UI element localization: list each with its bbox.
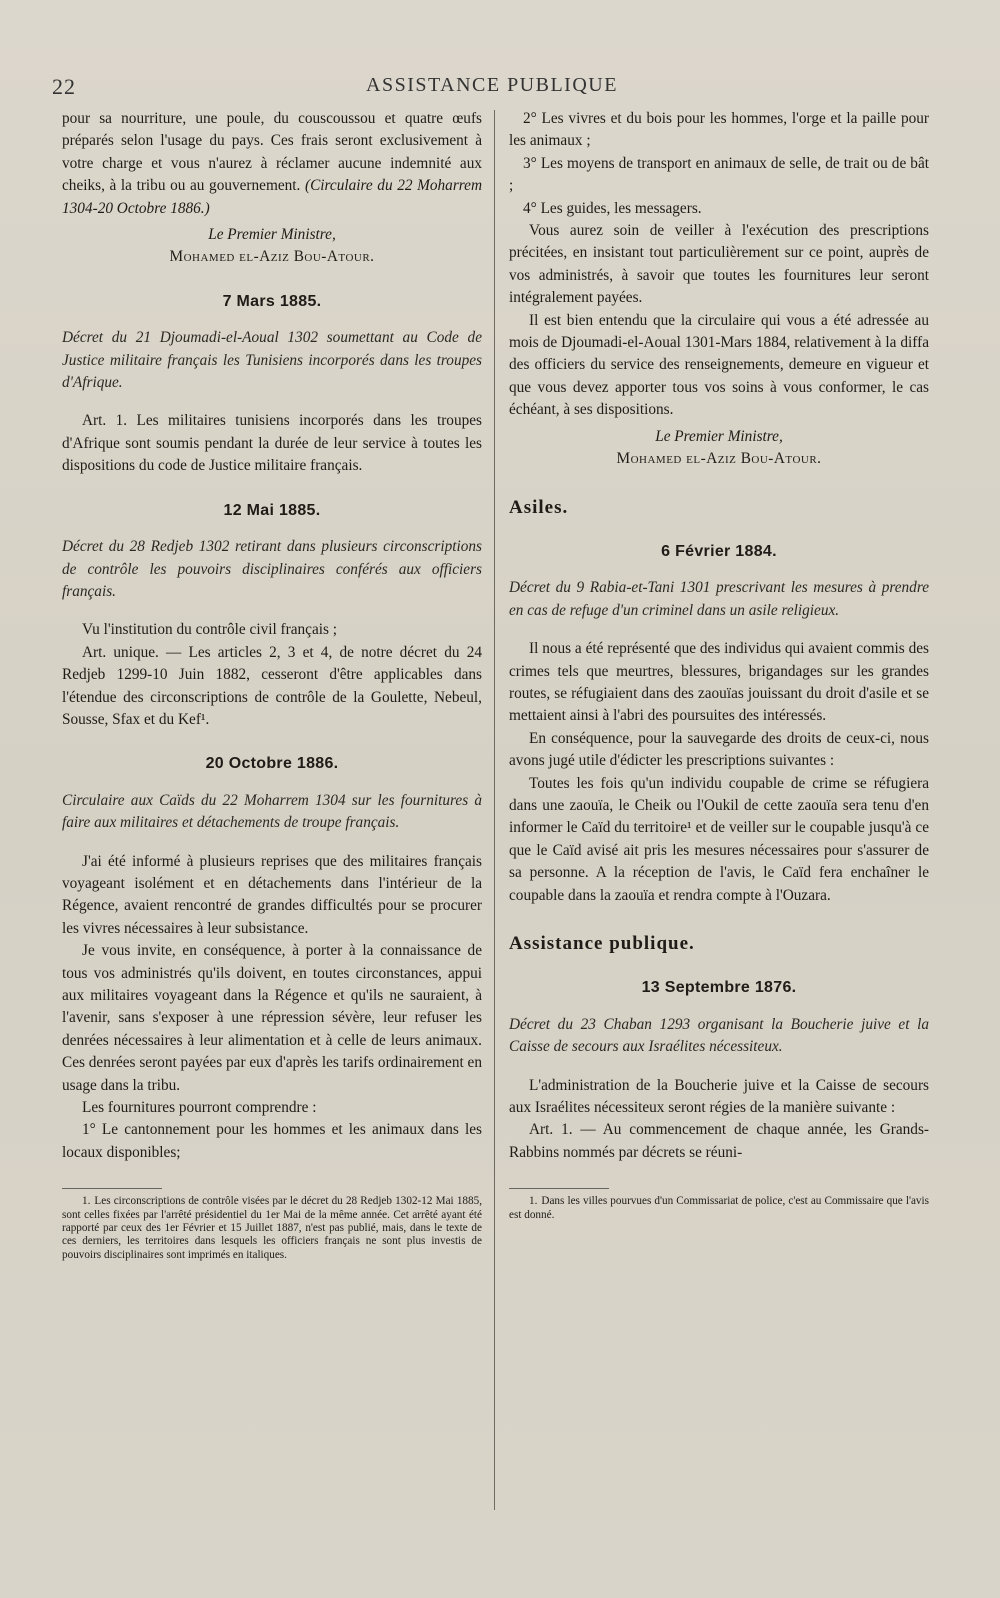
decree-body: Vu l'institution du contrôle civil français ;	[82, 621, 338, 639]
decree-body: L'administration de la Boucherie juive et la Caisse de secours aux Israélites nécessiteux seront régies de la manière suivante :	[509, 1076, 929, 1117]
decree-body: Il nous a été représenté que des individus qui avaient commis des crimes tels que meurtres, blessures, brigandages sur les grandes routes, se réfugiaient dans des zaouïas jouissant du droit d'asile et se mettaient ainsi à l'abri des poursuites des intéressés.	[509, 640, 929, 725]
list-item: 4° Les guides, les messagers.	[523, 199, 702, 217]
decree-body: Les fournitures pourront comprendre :	[82, 1099, 317, 1117]
decree-title: Circulaire aux Caïds du 22 Moharrem 1304 sur les fournitures à faire aux militaires et détachements de troupe français.	[62, 791, 482, 832]
page-header	[52, 74, 932, 100]
decree-title: Décret du 9 Rabia-et-Tani 1301 prescrivant les mesures à prendre en cas de refuge d'un criminel dans un asile religieux.	[509, 579, 929, 619]
decree-date: 20 Octobre 1886.	[205, 755, 339, 773]
decree-body: Toutes les fois qu'un individu coupable de crime se réfugiera dans une zaouïa, le Cheik ou l'Oukil de cette zaouïa sera tenu d'en informer le Caïd du territoire¹ et de veiller sur le coupable jusqu'à ce que le Caïd avisé ait pris les mesures nécessaires pour s'assurer de sa personne. A la réception de l'avis, le Caïd fera enchaîner le coupable dans la zaouïa et rendra compte à l'Ouzara.	[509, 774, 929, 904]
decree-title: Décret du 21 Djoumadi-el-Aoual 1302 soumettant au Code de Justice militaire français les Tunisiens incorporés dans les troupes d'Afrique.	[62, 329, 482, 392]
signature-name: Mohamed el-Aziz Bou-Atour.	[616, 450, 822, 468]
decree-body: 1° Le cantonnement pour les hommes et les animaux dans les locaux disponibles;	[62, 1121, 482, 1161]
decree-title: Décret du 23 Chaban 1293 organisant la Boucherie juive et la Caisse de secours aux Israélites nécessiteux.	[509, 1015, 929, 1056]
left-column	[62, 108, 482, 1262]
decree-body: En conséquence, pour la sauvegarde des droits de ceux-ci, nous avons jugé utile d'édicter les prescriptions suivantes :	[509, 729, 929, 770]
column-divider	[494, 110, 495, 1510]
decree-title: Décret du 28 Redjeb 1302 retirant dans plusieurs circonscriptions de contrôle les pouvoirs disciplinaires conférés aux officiers français.	[62, 538, 482, 600]
footnote-number: 1.	[82, 1195, 91, 1208]
decree-body: Je vous invite, en conséquence, à porter à la connaissance de tous vos administrés qu'ils doivent, en toutes circonstances, appui aux militaires voyageant dans la Régence et qu'ils ne sauraient, à l'avenir, sans s'exposer à une répression sévère, leur refuser les denrées nécessaires à leur alimentation et à celle de leurs animaux. Ces denrées seront payées par eux d'après les tarifs ordinairement en usage dans la tribu.	[62, 942, 482, 1094]
decree-body: J'ai été informé à plusieurs reprises que des militaires français voyageant isolément et en détachements dans l'intérieur de la Régence, avaient rencontré de grandes difficultés pour se procurer les vivres nécessaires à leur subsistance.	[62, 852, 482, 937]
decree-date: 12 Mai 1885.	[223, 501, 321, 519]
footnote-number: 1.	[529, 1195, 538, 1208]
footnote	[62, 1195, 482, 1262]
footnote-rule	[509, 1188, 609, 1189]
intro-citation: (Circulaire du 22 Moharrem 1304-20 Octobre 1886.)	[62, 177, 482, 217]
signature-role: Le Premier Ministre,	[208, 226, 336, 244]
intro-text: pour sa nourriture, une poule, du couscoussou et quatre œufs préparés selon l'usage du pays. Ces frais seront exclusivement à votre charge et vous n'aurez à réclamer aucune indemnité aux cheiks, à la tribu ou au gouvernement.	[62, 110, 482, 195]
list-item: 3° Les moyens de transport en animaux de selle, de trait ou de bât ;	[509, 154, 929, 195]
body-paragraph: Vous aurez soin de veiller à l'exécution des prescriptions précitées, en insistant tout particulièrement sur ce point, auprès de vos administrés, à savoir que toutes les fournitures leur seront intégralement payées.	[509, 222, 929, 307]
decree-date: 7 Mars 1885.	[222, 292, 322, 310]
decree-body: Art. 1. — Au commencement de chaque année, les Grands-Rabbins nommés par décrets se réuni-	[509, 1121, 929, 1161]
decree-date: 13 Septembre 1876.	[641, 979, 797, 997]
page-number: 22	[52, 74, 76, 99]
section-title: Asiles.	[509, 496, 569, 518]
footnote-rule	[62, 1188, 162, 1189]
decree-body: Art. 1. Les militaires tunisiens incorporés dans les troupes d'Afrique sont soumis pendant la durée de leur service à toutes les dispositions du code de Justice militaire français.	[62, 412, 482, 475]
body-paragraph: Il est bien entendu que la circulaire qui vous a été adressée au mois de Djoumadi-el-Aoual 1301-Mars 1884, relativement à la diffa des officiers du service des renseignements, demeure en vigueur et que vous devez apporter tous vos soins à vous conformer, le cas échéant, à ses dispositions.	[509, 311, 929, 419]
signature-role: Le Premier Ministre,	[655, 427, 783, 445]
running-title: ASSISTANCE PUBLIQUE	[366, 74, 618, 96]
footnote-text: Les circonscriptions de contrôle visées par le décret du 28 Redjeb 1302-12 Mai 1885, sont celles fixées par l'arrêté présidentiel du 1er Mai de la même année. Cet arrêté ayant été rapporté par ceux des 1er Février et 15 Juillet 1887, n'est pas publié, mais, dans le texte de ces derniers, les territoires dans lesquels les officiers français ne sont plus investis de pouvoirs disciplinaires sont imprimés en italiques.	[62, 1195, 482, 1261]
right-column	[509, 108, 929, 1222]
list-item: 2° Les vivres et du bois pour les hommes, l'orge et la paille pour les animaux ;	[509, 110, 929, 150]
footnote-text: Dans les villes pourvues d'un Commissariat de police, c'est au Commissaire que l'avis est donné.	[509, 1195, 929, 1221]
section-title: Assistance publique.	[509, 933, 695, 954]
intro-paragraph	[62, 108, 482, 220]
decree-date: 6 Février 1884.	[661, 542, 777, 560]
signature-name: Mohamed el-Aziz Bou-Atour.	[169, 248, 375, 266]
decree-body: Art. unique. — Les articles 2, 3 et 4, de notre décret du 24 Redjeb 1299-10 Juin 1882, cesseront d'être applicables dans l'étendue des circonscriptions de contrôle de la Goulette, Nebeul, Sousse, Sfax et du Kef¹.	[62, 643, 482, 728]
footnote	[509, 1195, 929, 1222]
